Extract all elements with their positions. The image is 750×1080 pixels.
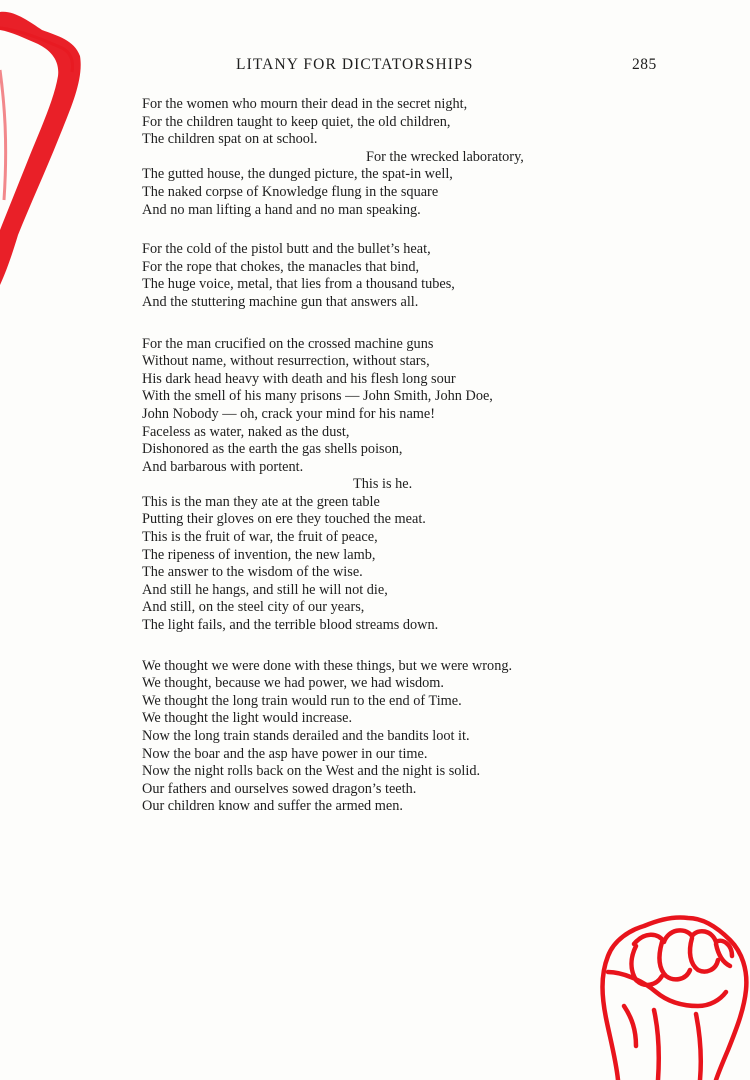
poem-line: The answer to the wisdom of the wise.: [142, 564, 363, 581]
poem-line: We thought we were done with these things, but we were wrong.: [142, 657, 513, 674]
poem-line: Without name, without resurrection, without stars,: [142, 353, 430, 370]
poem-line: For the children taught to keep quiet, the old children,: [142, 113, 451, 130]
raised-fist-icon: [596, 910, 750, 1080]
poem-line: Putting their gloves on ere they touched the meat.: [142, 511, 426, 528]
poem-line: The gutted house, the dunged picture, the spat-in well,: [142, 166, 453, 183]
stanza-3: [142, 336, 622, 635]
poem-line: The children spat on at school.: [142, 131, 318, 148]
poem-line: With the smell of his many prisons — John Smith, John Doe,: [142, 388, 493, 405]
poem-line: Faceless as water, naked as the dust,: [142, 423, 350, 440]
poem-line: This is the man they ate at the green table: [142, 493, 380, 510]
poem-line: Now the night rolls back on the West and the night is solid.: [142, 763, 481, 780]
stanza-gap: [142, 312, 622, 336]
poem-line: John Nobody — oh, crack your mind for his name!: [142, 405, 436, 422]
poem-line: Now the long train stands derailed and the bandits loot it.: [142, 728, 470, 744]
poem-body: [142, 96, 622, 816]
poem-line: This is he.: [353, 476, 413, 493]
poem-line: We thought, because we had power, we had wisdom.: [142, 675, 445, 692]
stanza-gap: [142, 635, 622, 658]
red-brush-stroke: [0, 0, 90, 300]
poem-line: The huge voice, metal, that lies from a thousand tubes,: [142, 276, 455, 293]
page-number: 285: [632, 56, 657, 73]
poem-line: And still, on the steel city of our years,: [142, 599, 365, 616]
poem-line: And still he hangs, and still he will not die,: [142, 581, 388, 598]
poem-line: Dishonored as the earth the gas shells poison,: [142, 441, 403, 458]
poem-line: And no man lifting a hand and no man speaking.: [142, 201, 421, 218]
poem-line: For the man crucified on the crossed machine guns: [142, 335, 434, 352]
poem-line: For the cold of the pistol butt and the bullet’s heat,: [142, 241, 431, 258]
stanza-2: [142, 241, 622, 311]
poem-line: We thought the light would increase.: [142, 710, 353, 727]
poem-line: The naked corpse of Knowledge flung in the square: [142, 183, 439, 200]
poem-line: For the rope that chokes, the manacles that bind,: [142, 258, 420, 275]
poem-line: And the stuttering machine gun that answers all.: [142, 293, 419, 310]
poem-line: We thought the long train would run to the end of Time.: [142, 692, 462, 709]
poem-line: Our fathers and ourselves sowed dragon’s teeth.: [142, 780, 417, 797]
poem-line: And barbarous with portent.: [142, 458, 304, 475]
poem-line: For the women who mourn their dead in the secret night,: [142, 96, 468, 112]
poem-line: Now the boar and the asp have power in our time.: [142, 745, 428, 762]
stanza-gap: [142, 219, 622, 241]
poem-line: The ripeness of invention, the new lamb,: [142, 546, 376, 563]
poem-line: Our children know and suffer the armed men.: [142, 798, 403, 815]
stanza-1: [142, 96, 622, 219]
poem-line: The light fails, and the terrible blood streams down.: [142, 617, 439, 634]
poem-line: His dark head heavy with death and his flesh long sour: [142, 370, 456, 387]
poem-line: This is the fruit of war, the fruit of peace,: [142, 529, 378, 546]
poem-line: For the wrecked laboratory,: [366, 148, 524, 165]
stanza-4: [142, 658, 622, 816]
running-head: LITANY FOR DICTATORSHIPS: [236, 56, 474, 73]
